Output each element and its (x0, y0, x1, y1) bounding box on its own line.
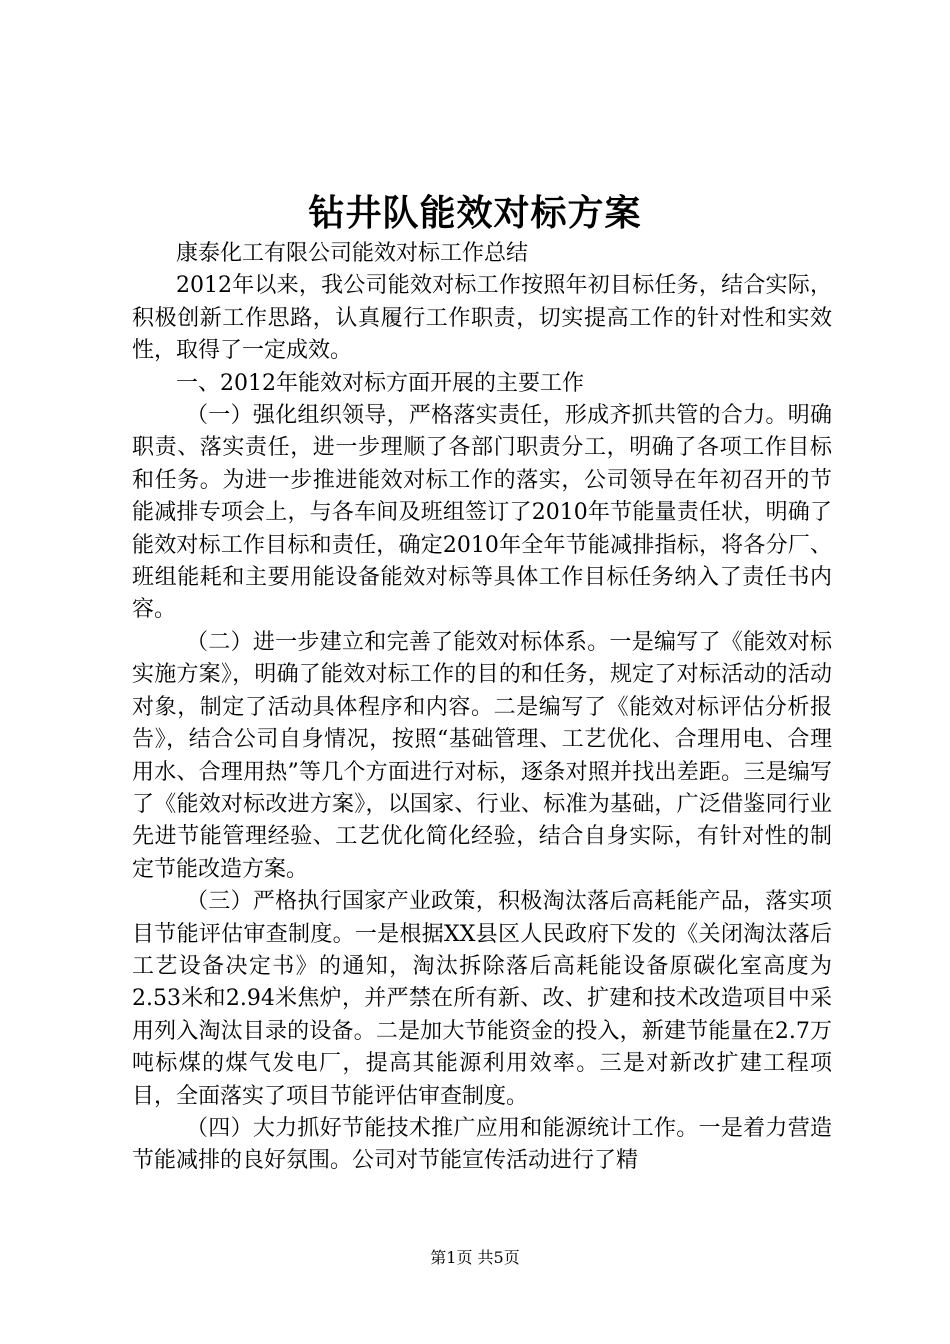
document-body (132, 238, 832, 1178)
paragraph-item-2: （二）进一步建立和完善了能效对标体系。一是编写了《能效对标实施方案》，明确了能效对标工作的目的和任务，规定了对标活动的活动对象，制定了活动具体程序和内容。二是编写了《能效对标评估分析报告》，结合公司自身情况，按照“基础管理、工艺优化、合理用电、合理用水、合理用热”等几个方面进行对标，逐条对照并找出差距。三是编写了《能效对标改进方案》，以国家、行业、标准为基础，广泛借鉴同行业先进节能管理经验、工艺优化简化经验，结合自身实际，有针对性的制定节能改造方案。 (132, 629, 832, 882)
paragraph-item-1: （一）强化组织领导，严格落实责任，形成齐抓共管的合力。明确职责、落实责任，进一步理顺了各部门职责分工，明确了各项工作目标和任务。为进一步推进能效对标工作的落实，公司领导在年初召开的节能减排专项会上，与各车间及班组签订了2010年节能量责任状，明确了能效对标工作目标和责任，确定2010年全年节能减排指标，将各分厂、班组能耗和主要用能设备能效对标等具体工作目标任务纳入了责任书内容。 (132, 403, 832, 623)
paragraph-intro: 2012年以来，我公司能效对标工作按照年初目标任务，结合实际，积极创新工作思路，认真履行工作职责，切实提高工作的针对性和实效性，取得了一定成效。 (132, 273, 832, 364)
document-title: 钻井队能效对标方案 (308, 192, 642, 234)
paragraph-subtitle: 康泰化工有限公司能效对标工作总结 (176, 241, 529, 266)
paragraph-item-3: （三）严格执行国家产业政策，积极淘汰落后高耗能产品，落实项目节能评估审查制度。一是根据XX县区人民政府下发的《关闭淘汰落后工艺设备决定书》的通知，淘汰拆除落后高耗能设备原碳化室高度为2.53米和2.94米焦炉，并严禁在所有新、改、扩建和技术改造项目中采用列入淘汰目录的设备。二是加大节能资金的投入，新建节能量在2.7万吨标煤的煤气发电厂，提高其能源利用效率。三是对新改扩建工程项目，全面落实了项目节能评估审查制度。 (132, 889, 832, 1109)
page-footer: 第1页 共5页 (430, 1248, 520, 1267)
section-heading: 一、2012年能效对标方面开展的主要工作 (176, 370, 584, 396)
paragraph-item-4: （四）大力抓好节能技术推广应用和能源统计工作。一是着力营造节能减排的良好氛围。公司对节能宣传活动进行了精 (132, 1115, 832, 1174)
